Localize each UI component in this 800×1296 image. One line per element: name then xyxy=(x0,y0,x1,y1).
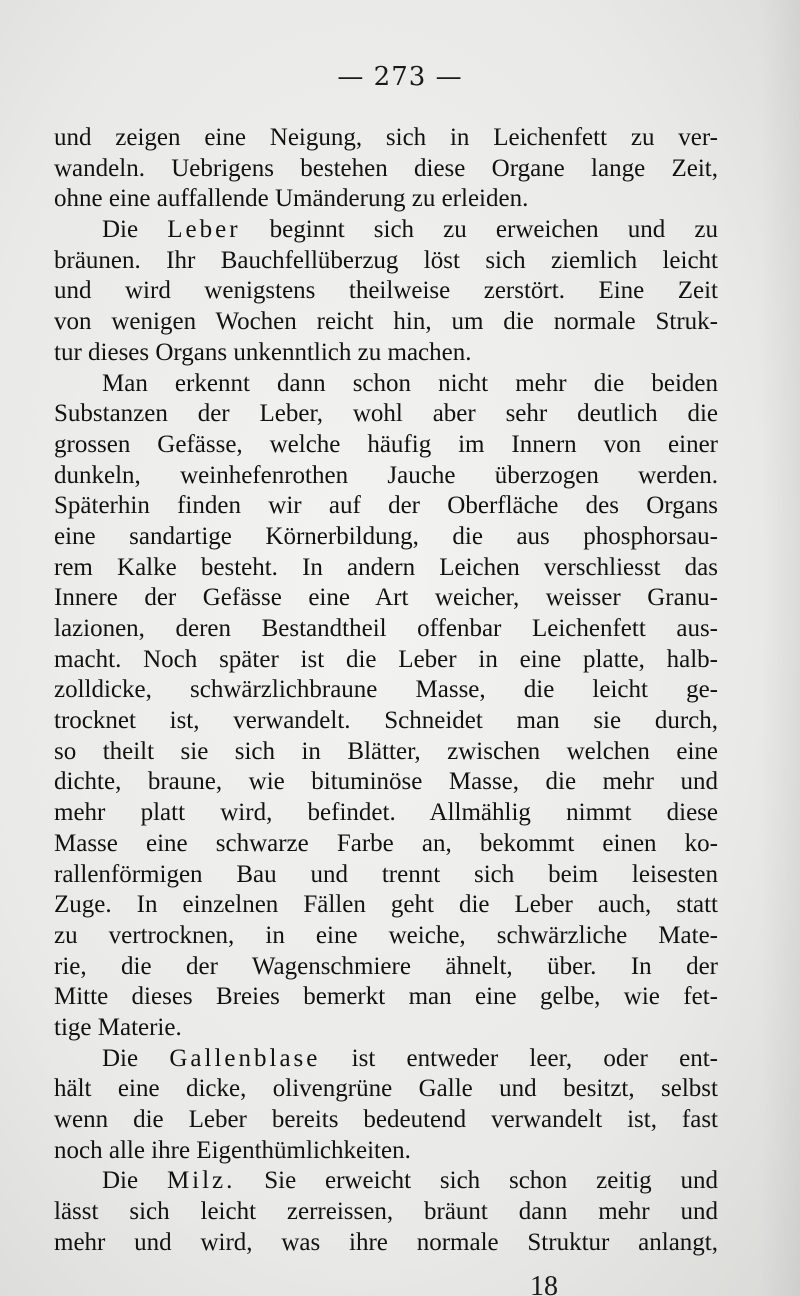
text-line: dichte, braune, wie bituminöse Masse, die mehr und xyxy=(54,768,718,796)
text-line: mehr platt wird, befindet. Allmählig nimmt diese xyxy=(54,799,718,827)
text-line: Innere der Gefässe eine Art weicher, weisser Granu- xyxy=(54,584,718,612)
text-line: mehr und wird, was ihre normale Struktur anlangt, xyxy=(54,1228,718,1256)
text-line: Substanzen der Leber, wohl aber sehr deutlich die xyxy=(54,400,718,428)
text-line: zolldicke, schwärzlichbraune Masse, die leicht ge- xyxy=(54,676,718,704)
text-line: wenn die Leber bereits bedeutend verwandelt ist, fast xyxy=(54,1106,718,1133)
line-part: beginnt sich zu erweichen und zu xyxy=(240,216,718,244)
line-part: Sie erweicht sich schon zeitig und xyxy=(235,1167,718,1195)
text-line: hält eine dicke, olivengrüne Galle und besitzt, selbst xyxy=(54,1075,718,1103)
text-line: bräunen. Ihr Bauchfellüberzug löst sich ziemlich leicht xyxy=(54,246,718,274)
text-line: dunkeln, weinhefenrothen Jauche überzogen werden. xyxy=(54,461,718,489)
page-edge-shadow xyxy=(760,0,800,1296)
section-term-leber: Leber xyxy=(167,216,241,244)
line-part: Die xyxy=(102,216,168,244)
text-line: Zuge. In einzelnen Fällen geht die Leber auch, statt xyxy=(54,891,718,919)
text-line: noch alle ihre Eigenthümlichkeiten. xyxy=(54,1136,411,1164)
text-line: Masse eine schwarze Farbe an, bekommt einen ko- xyxy=(54,829,718,857)
line-part: Die xyxy=(102,1167,167,1195)
text-line: lässt sich leicht zerreissen, bräunt dann mehr und xyxy=(54,1198,718,1226)
text-line: und wird wenigstens theilweise zerstört. Eine Zeit xyxy=(54,277,718,305)
text-line: macht. Noch später ist die Leber in eine platte, halb- xyxy=(54,645,718,673)
text-line: Späterhin finden wir auf der Oberfläche des Organs xyxy=(54,492,718,520)
text-line xyxy=(54,215,718,246)
line-part: Die xyxy=(102,1044,170,1072)
text-line: rie, die der Wagenschmiere ähnelt, über. In der xyxy=(54,952,718,980)
text-line: und zeigen eine Neigung, sich in Leichenfett zu ver- xyxy=(54,124,718,151)
text-line: zu vertrocknen, in eine weiche, schwärzliche Mate- xyxy=(54,921,718,949)
signature-mark: 18 xyxy=(530,1271,558,1296)
text-line: rem Kalke besteht. In andern Leichen verschliesst das xyxy=(54,553,718,581)
text-line: eine sandartige Körnerbildung, die aus phosphorsau- xyxy=(54,522,718,550)
text-line: tur dieses Organs unkenntlich zu machen. xyxy=(54,338,472,366)
text-line: trocknet ist, verwandelt. Schneidet man sie durch, xyxy=(54,707,718,735)
text-line xyxy=(54,1044,718,1075)
section-term-milz: Milz. xyxy=(166,1167,236,1195)
text-line: grossen Gefässe, welche häufig im Innern von einer xyxy=(54,430,718,458)
text-line: lazionen, deren Bestandtheil offenbar Leichenfett aus- xyxy=(54,615,718,642)
text-line: Mitte dieses Breies bemerkt man eine gelbe, wie fet- xyxy=(54,983,718,1011)
body-text xyxy=(54,123,718,1258)
text-line: ohne eine auffallende Umänderung zu erleiden. xyxy=(54,185,529,213)
text-line: wandeln. Uebrigens bestehen diese Organe lange Zeit, xyxy=(54,154,718,182)
section-term-gallenblase: Gallenblase xyxy=(169,1044,321,1072)
text-line: tige Materie. xyxy=(54,1013,182,1041)
page-number-header: — 273 — xyxy=(337,62,463,92)
text-line: von wenigen Wochen reicht hin, um die normale Struk- xyxy=(54,308,718,336)
text-line: rallenförmigen Bau und trennt sich beim leisesten xyxy=(54,860,718,888)
text-line: so theilt sie sich in Blätter, zwischen welchen eine xyxy=(54,737,718,765)
line-part: ist entweder leer, oder ent- xyxy=(320,1044,718,1072)
text-line xyxy=(54,1166,718,1197)
text-line: Man erkennt dann schon nicht mehr die beiden xyxy=(102,369,718,397)
